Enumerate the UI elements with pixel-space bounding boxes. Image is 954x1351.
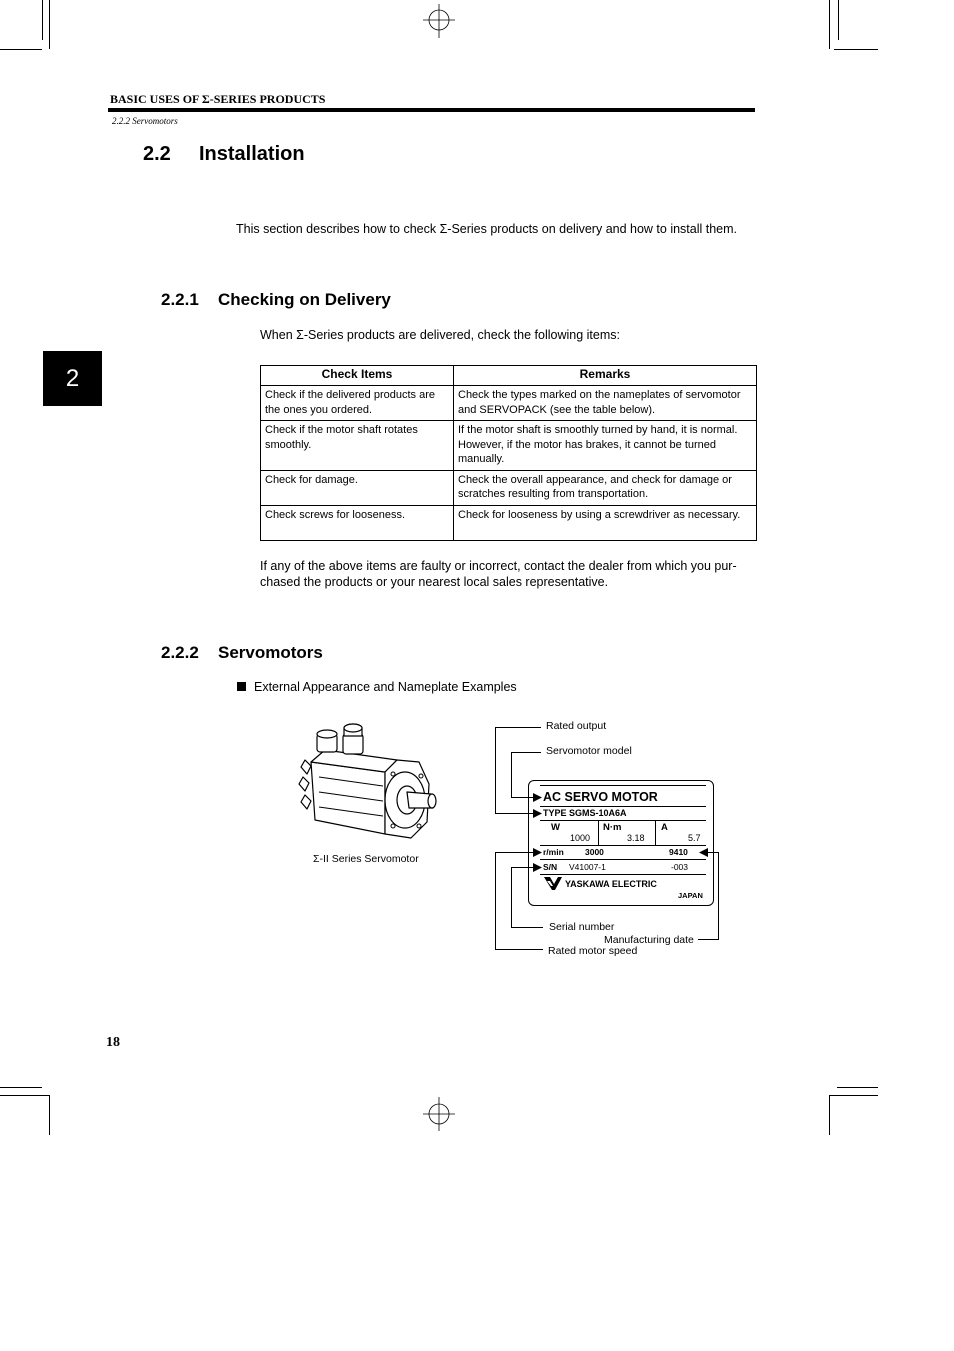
nameplate-sn-label: S/N [543, 862, 558, 872]
nameplate-title: AC SERVO MOTOR [543, 790, 658, 804]
table-row [261, 386, 757, 421]
subsection-heading-servomotors [161, 643, 323, 663]
yaskawa-logo-icon [544, 877, 562, 891]
motor-caption: Σ-II Series Servomotor [313, 853, 419, 865]
nameplate-rmin-label: r/min [543, 847, 564, 857]
faulty-items-paragraph: If any of the above items are faulty or incorrect, contact the dealer from which you pur-chased the products or your nearest local sales representative. [260, 559, 737, 589]
table-cell: Check if the motor shaft rotates smoothly. [261, 421, 454, 471]
check-items-table [260, 365, 757, 541]
subsection-title: Checking on Delivery [218, 290, 391, 309]
nameplate-sn-value: V41007-1 [569, 862, 606, 872]
subsection-heading-checking [161, 290, 391, 310]
table-row [261, 421, 757, 471]
nameplate-nm-value: 3.18 [627, 833, 645, 843]
nameplate-nm-label: N·m [603, 822, 622, 833]
nameplate-sn-suffix: -003 [671, 862, 689, 872]
registration-mark-bottom [420, 1097, 458, 1135]
page-number: 18 [106, 1035, 120, 1050]
section-number: 2.2 [143, 143, 171, 165]
section-intro: This section describes how to check Σ-Series products on delivery and how to install them. [236, 222, 738, 236]
header-rule [108, 108, 755, 112]
table-cell: If the motor shaft is smoothly turned by hand, it is normal. However, if the motor has brakes, it cannot be turned manually. [454, 421, 757, 471]
callout-rated-output: Rated output [546, 720, 607, 732]
nameplate-date-value: 9410 [669, 847, 688, 857]
section-heading [143, 143, 305, 166]
table-header-row [261, 366, 757, 386]
callout-serial-number: Serial number [549, 921, 615, 933]
nameplate-type: TYPE SGMS-10A6A [543, 808, 627, 818]
table-row [261, 470, 757, 505]
example-heading [237, 680, 517, 694]
table-cell: Check if the delivered products are the ones you ordered. [261, 386, 454, 421]
chapter-tab: 2 [43, 351, 102, 406]
table-row [261, 505, 757, 540]
running-header: BASIC USES OF Σ-SERIES PRODUCTS [110, 92, 326, 106]
table-header-remarks: Remarks [454, 366, 757, 386]
nameplate-maker: YASKAWA ELECTRIC [565, 879, 657, 889]
registration-mark-top [420, 4, 458, 42]
table-cell: Check screws for looseness. [261, 505, 454, 540]
callout-manufacturing-date: Manufacturing date [604, 934, 694, 946]
subsection-number: 2.2.1 [161, 290, 199, 309]
subsection-title: Servomotors [218, 643, 323, 662]
servomotor-illustration [293, 722, 443, 847]
nameplate-country: JAPAN [678, 891, 703, 900]
delivery-intro: When Σ-Series products are delivered, check the following items: [260, 328, 620, 342]
table-cell: Check for damage. [261, 470, 454, 505]
table-cell: Check the types marked on the nameplates of servomotor and SERVOPACK (see the table below). [454, 386, 757, 421]
nameplate-a-label: A [661, 822, 668, 833]
nameplate-rmin-value: 3000 [585, 847, 604, 857]
nameplate-a-value: 5.7 [688, 833, 701, 843]
table-cell: Check the overall appearance, and check for damage or scratches resulting from transportation. [454, 470, 757, 505]
running-subheader: 2.2.2 Servomotors [112, 116, 178, 126]
nameplate-w-label: W [551, 822, 560, 833]
square-bullet-icon [237, 682, 246, 691]
table-cell: Check for looseness by using a screwdriver as necessary. [454, 505, 757, 540]
callout-servomotor-model: Servomotor model [546, 745, 632, 757]
table-header-check-items: Check Items [261, 366, 454, 386]
nameplate-w-value: 1000 [570, 833, 591, 843]
callout-rated-motor-speed: Rated motor speed [548, 945, 638, 957]
example-heading-text: External Appearance and Nameplate Examples [254, 680, 517, 694]
section-title: Installation [199, 143, 305, 165]
subsection-number: 2.2.2 [161, 643, 199, 662]
